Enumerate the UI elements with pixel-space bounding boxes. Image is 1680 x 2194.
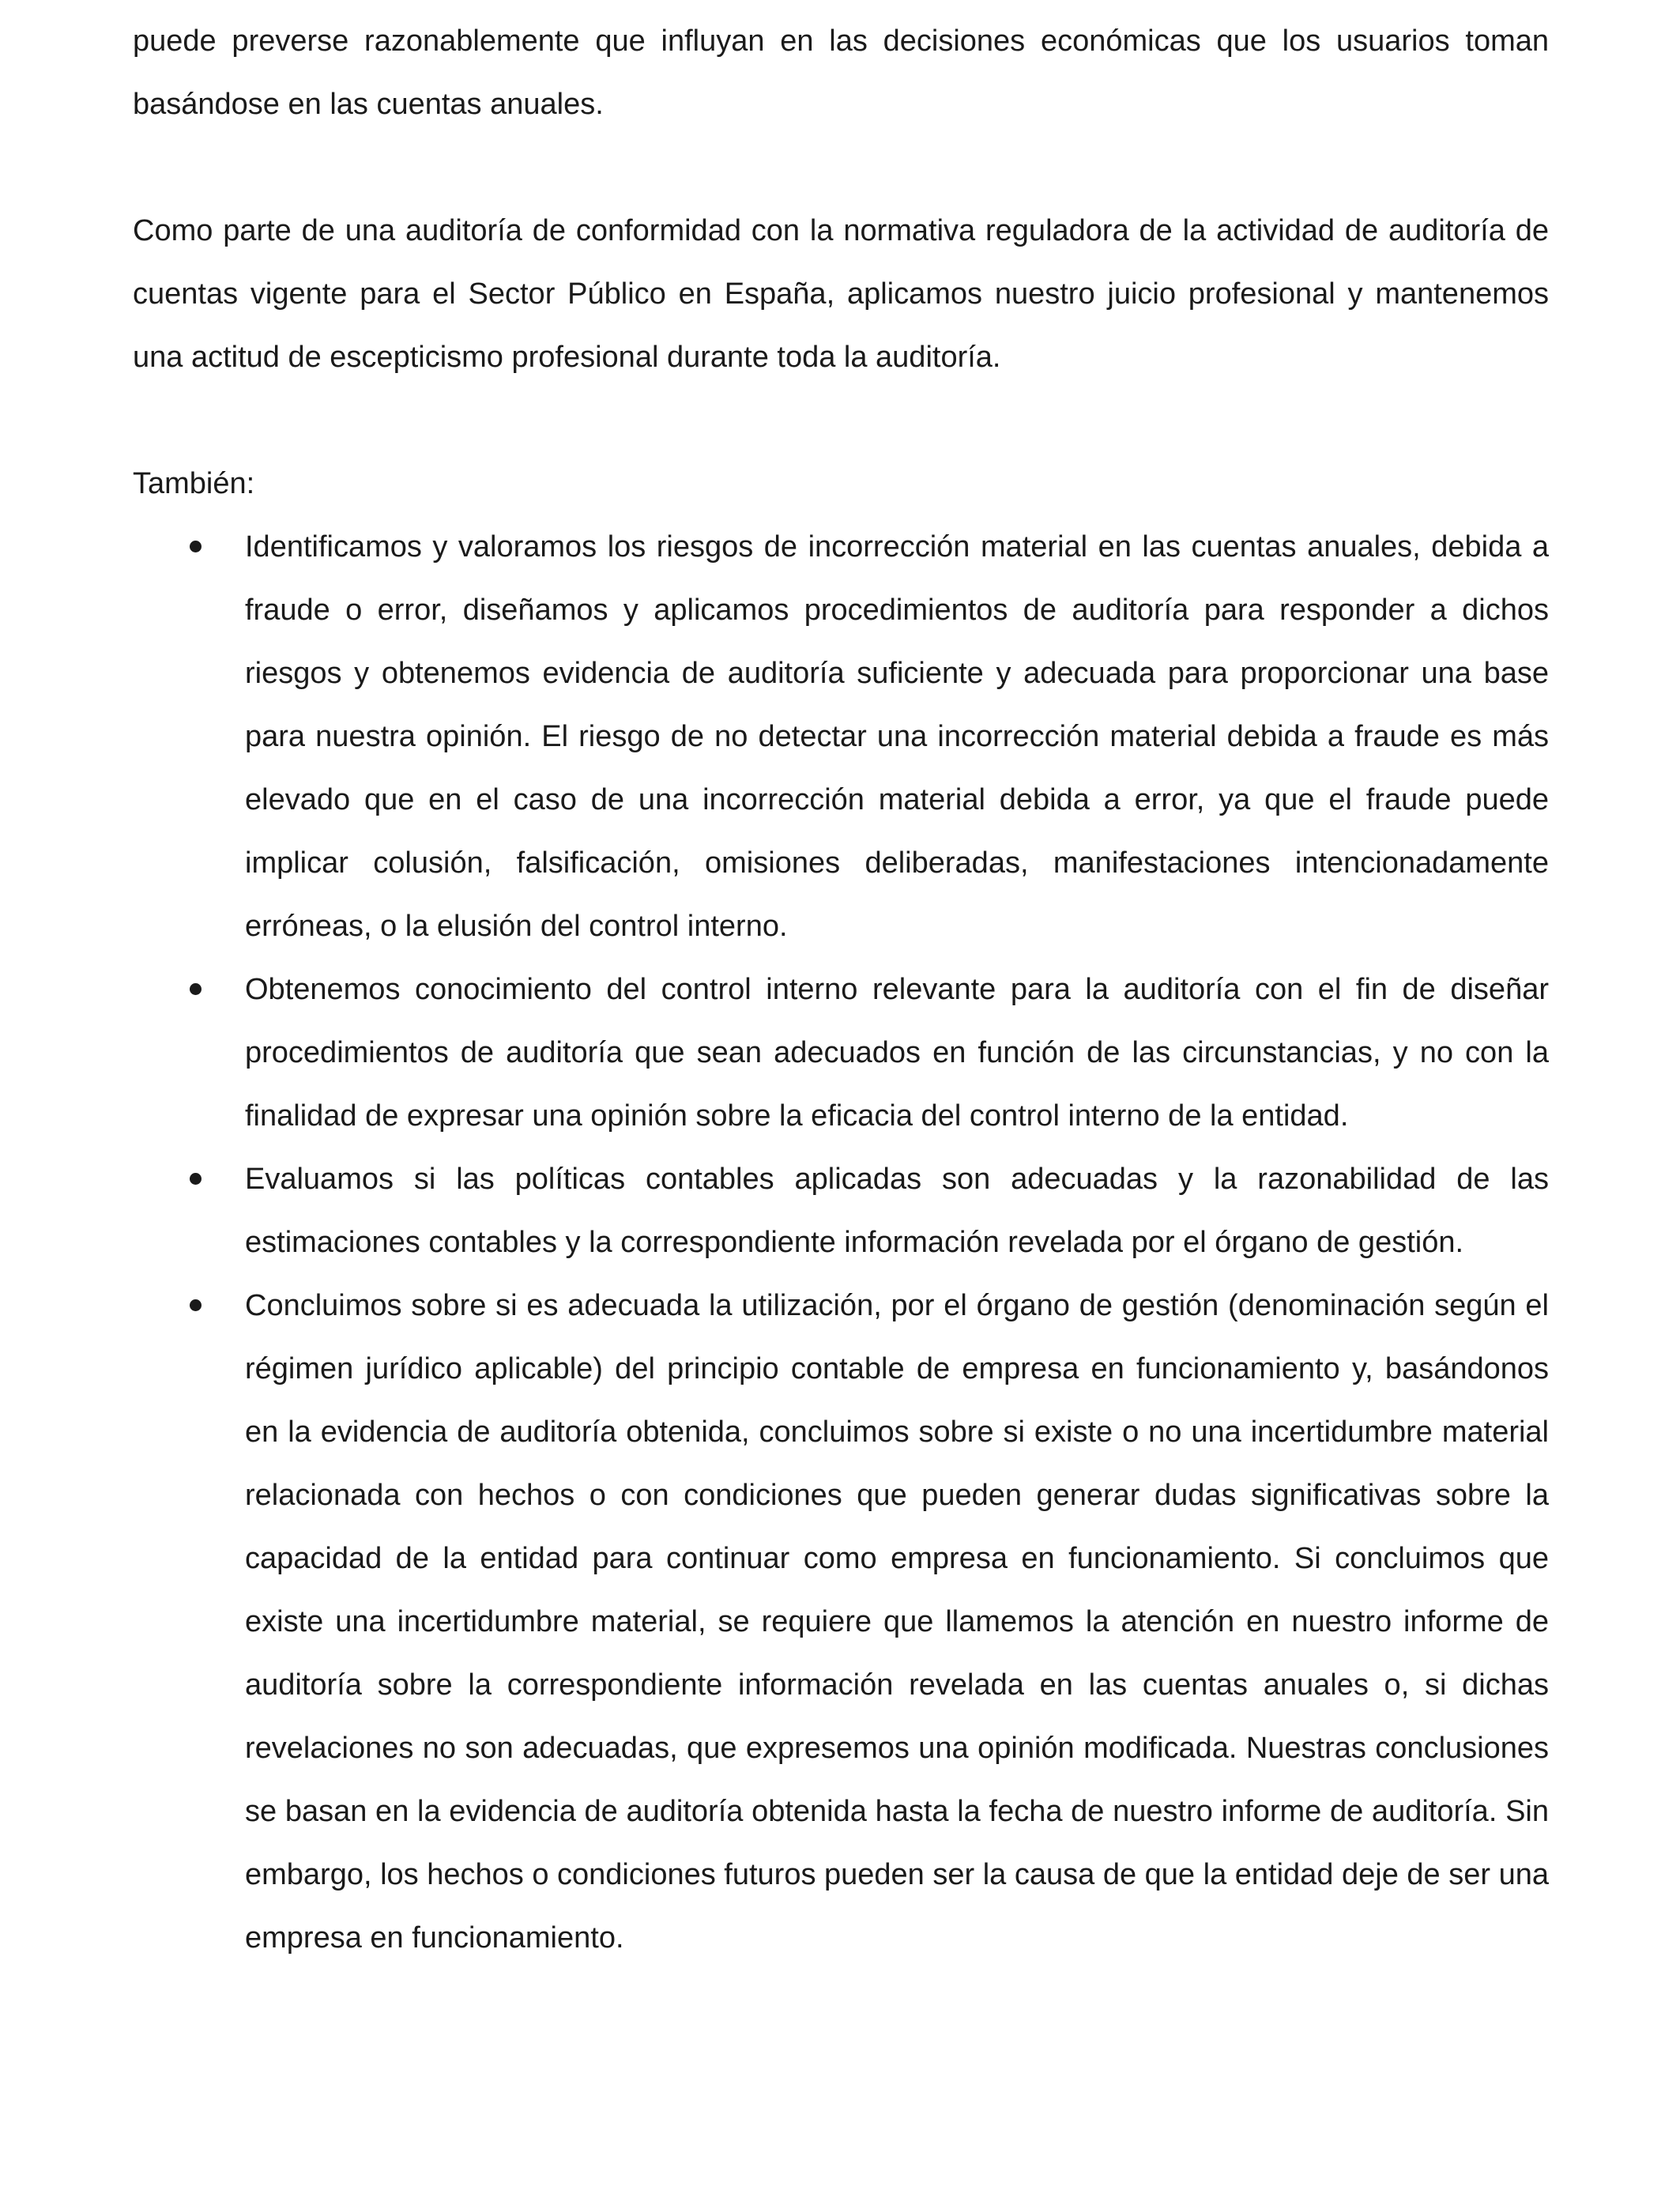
also-label: También: <box>133 467 255 500</box>
bullet-icon <box>190 1299 202 1311</box>
audit-procedures-list <box>133 515 1549 1970</box>
list-item-text: Obtenemos conocimiento del control interno relevante para la auditoría con el fin de diseñar procedimientos de auditoría que sean adecuados en función de las circunstancias, y no con la finalidad de expresar una opinión sobre la eficacia del control interno de la entidad. <box>245 973 1549 1133</box>
list-item-text: Concluimos sobre si es adecuada la utilización, por el órgano de gestión (denominación según el régimen jurídico aplicable) del principio contable de empresa en funcionamiento y, basándonos en la evidencia de auditoría obtenida, concluimos sobre si existe o no una incertidumbre material relacionada con hechos o con condiciones que pueden generar dudas significativas sobre la capacidad de la entidad para continuar como empresa en funcionamiento. Si concluimos que existe una incertidumbre material, se requiere que llamemos la atención en nuestro informe de auditoría sobre la correspondiente información revelada en las cuentas anuales o, si dichas revelaciones no son adecuadas, que expresemos una opinión modificada. Nuestras conclusiones se basan en la evidencia de auditoría obtenida hasta la fecha de nuestro informe de auditoría. Sin embargo, los hechos o condiciones futuros pueden ser la causa de que la entidad deje de ser una empresa en funcionamiento. <box>245 1289 1549 1955</box>
list-item-text: Evaluamos si las políticas contables aplicadas son adecuadas y la razonabilidad de las estimaciones contables y la correspondiente información revelada por el órgano de gestión. <box>245 1163 1549 1259</box>
bullet-icon <box>190 1173 202 1185</box>
list-item <box>133 958 1549 1148</box>
bullet-icon <box>190 983 202 995</box>
paragraph-spacer <box>133 136 1549 199</box>
document-body <box>133 9 1549 1970</box>
bullet-icon <box>190 541 202 552</box>
paragraph-spacer <box>133 389 1549 452</box>
list-item <box>133 1274 1549 1970</box>
list-item <box>133 1148 1549 1274</box>
professional-judgment-paragraph: Como parte de una auditoría de conformidad con la normativa reguladora de la actividad de auditoría de cuentas vigente para el Sector Público en España, aplicamos nuestro juicio profesional y mantenemos una actitud de escepticismo profesional durante toda la auditoría. <box>133 214 1549 374</box>
list-item-text: Identificamos y valoramos los riesgos de incorrección material en las cuentas anuales, debida a fraude o error, diseñamos y aplicamos procedimientos de auditoría para responder a dichos riesgos y obtenemos evidencia de auditoría suficiente y adecuada para proporcionar una base para nuestra opinión. El riesgo de no detectar una incorrección material debida a fraude es más elevado que en el caso de una incorrección material debida a error, ya que el fraude puede implicar colusión, falsificación, omisiones deliberadas, manifestaciones intencionadamente erróneas, o la elusión del control interno. <box>245 530 1549 943</box>
list-item <box>133 515 1549 958</box>
intro-paragraph: puede preverse razonablemente que influyan en las decisiones económicas que los usuarios toman basándose en las cuentas anuales. <box>133 25 1549 121</box>
